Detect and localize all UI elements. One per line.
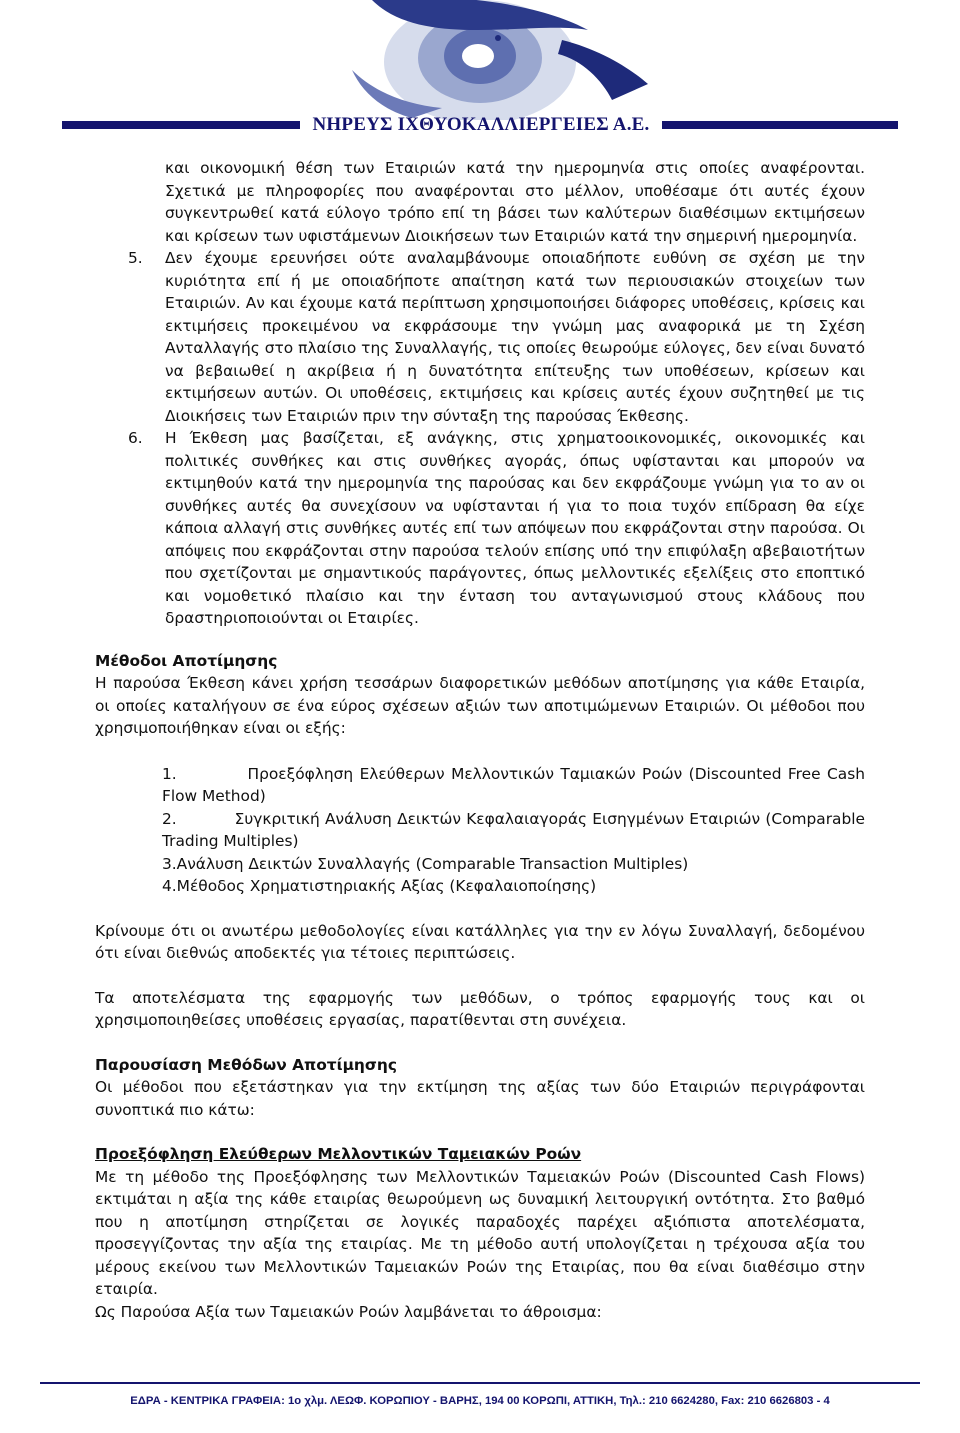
valuation-methods-intro: Η παρούσα Έκθεση κάνει χρήση τεσσάρων διαφορετικών μεθόδων αποτίμησης για κάθε Εταιρία, οι οποίες καταλήγουν σε ένα εύρος σχέσεων αξιών των αποτιμώμενων Εταιριών. Οι μέθοδοι που χρησιμοποιήθηκαν είναι οι εξής: (95, 674, 865, 737)
valuation-methods-heading: Μέθοδοι Αποτίμησης (95, 651, 278, 670)
list-item-6: 6. Η Έκθεση μας βασίζεται, εξ ανάγκης, στις χρηματοοικονομικές, οικονομικές και πολιτικές συνθήκες και στις συνθήκες αγοράς, όπως υφίστανται και μπορούν να εκτιμηθούν κατά την ημερομηνία της παρούσας και δεν εκφράζουμε γνώμη για το αν οι συνθήκες αυτές θα συνεχίσουν να υφίστανται ή για το ποια τυχόν επίδραση θα είχε κάποια αλλαγή στις συνθήκες αυτές επί των απόψεων που εκφράζονται στην παρούσα. Οι απόψεις που εκφράζονται στην παρούσα τελούν επίσης υπό την επιφύλαξη αβεβαιοτήτων που σχετίζονται με σημαντικούς παράγοντες, όπως μελλοντικές εξελίξεις στο εποπτικό και νομοθετικό πλαίσιο και την ένταση του ανταγωνισμού στους κλάδους που δραστηριοποιούνται οι Εταιρίες. (128, 429, 865, 627)
method-item-2: 2. Συγκριτική Ανάλυση Δεικτών Κεφαλαιαγοράς Εισηγμένων Εταιριών (Comparable Trading Multiples) (162, 809, 865, 850)
method-item-1: 1. Προεξόφληση Ελεύθερων Μελλοντικών Ταμιακών Ροών (Discounted Free Cash Flow Method) (162, 764, 865, 805)
list-item-5: 5. Δεν έχουμε ερευνήσει ούτε αναλαμβάνουμε οποιαδήποτε ευθύνη σε σχέση με την κυριότητα επί ή με οποιαδήποτε απαίτηση κατά των περιουσιακών στοιχείων των Εταιριών. Αν και έχουμε κατά περίπτωση χρησιμοποιήσει διάφορες υποθέσεις, κρίσεις και εκτιμήσεις προκειμένου να εκφράσουμε την γνώμη μας αναφορικά με τη Σχέση Ανταλλαγής στο πλαίσιο της Συναλλαγής, τις οποίες θεωρούμε εύλογες, δεν είναι δυνατό να βεβαιωθεί η ακρίβεια ή η δυνατότητα επίτευξης των υποθέσεων, κρίσεων και εκτιμήσεων αυτών. Οι υποθέσεις, εκτιμήσεις και κρίσεις αυτές έχουν συζητηθεί με τις Διοικήσεις των Εταιριών πριν την σύνταξη της παρούσας Έκθεσης. (128, 249, 865, 425)
nireus-fish-logo-icon (312, 0, 648, 120)
presentation-heading: Παρουσίαση Μεθόδων Αποτίμησης (95, 1055, 397, 1074)
header-rule-right (662, 121, 898, 129)
header-rule-left (62, 121, 300, 129)
document-body (95, 157, 865, 1323)
footer-rule (40, 1382, 920, 1384)
list-item-5-text: Δεν έχουμε ερευνήσει ούτε αναλαμβάνουμε οποιαδήποτε ευθύνη σε σχέση με την κυριότητα επί ή με οποιαδήποτε απαίτηση κατά των περιουσιακών στοιχείων των Εταιριών. Αν και έχουμε κατά περίπτωση χρησιμοποιήσει διάφορες υποθέσεις, κρίσεις και εκτιμήσεις προκειμένου να εκφράσουμε την γνώμη μας αναφορικά με τη Σχέση Ανταλλαγής στο πλαίσιο της Συναλλαγής, τις οποίες θεωρούμε εύλογες, δεν είναι δυνατό να βεβαιωθεί η ακρίβεια ή η δυνατότητα επίτευξης των υποθέσεων, κρίσεων και εκτιμήσεων αυτών. Οι υποθέσεις, εκτιμήσεις και κρίσεις αυτές έχουν συζητηθεί με τις Διοικήσεις των Εταιριών πριν την σύνταξη της παρούσας Έκθεσης. (165, 249, 865, 425)
list-item-6-text: Η Έκθεση μας βασίζεται, εξ ανάγκης, στις χρηματοοικονομικές, οικονομικές και πολιτικές συνθήκες και στις συνθήκες αγοράς, όπως υφίστανται και μπορούν να εκτιμηθούν κατά την ημερομηνία της παρούσας και δεν εκφράζουμε γνώμη για το αν οι συνθήκες αυτές θα συνεχίσουν να υφίστανται ή για το ποια τυχόν επίδραση θα είχε κάποια αλλαγή στις συνθήκες αυτές επί των απόψεων που εκφράζονται στην παρούσα. Οι απόψεις που εκφράζονται στην παρούσα τελούν επίσης υπό την επιφύλαξη αβεβαιοτήτων που σχετίζονται με σημαντικούς παράγοντες, όπως μελλοντικές εξελίξεις στο εποπτικό και νομοθετικό πλαίσιο και την ένταση του ανταγωνισμού στους κλάδους που δραστηριοποιούνται οι Εταιρίες. (165, 429, 865, 627)
methods-list (95, 763, 865, 898)
suitability-paragraph: Κρίνουμε ότι οι ανωτέρω μεθοδολογίες είναι κατάλληλες για την εν λόγω Συναλλαγή, δεδομένου ότι είναι διεθνώς αποδεκτές για τέτοιες περιπτώσεις. (95, 921, 865, 962)
dcf-paragraph: Με τη μέθοδο της Προεξόφλησης των Μελλοντικών Ταμειακών Ροών (Discounted Cash Flows) εκτιμάται η αξία της κάθε εταιρίας θεωρούμενη ως δυναμική λειτουργική οντότητα. Στο βαθμό που η αποτίμηση στηρίζεται σε λογικές παραδοχές παρέχει αξιόπιστα αποτελέσματα, προσεγγίζοντας την αξία της εταιρίας. Με τη μέθοδο αυτή υπολογίζεται η τρέχουσα αξία του μέρους εκείνου των Μελλοντικών Ταμειακών Ροών της Εταιρίας, που θα είναι διαθέσιμο στην εταιρία. (95, 1167, 865, 1298)
company-name: ΝΗΡΕΥΣ ΙΧΘΥΟΚΑΛΛΙΕΡΓΕΙΕΣ Α.Ε. (312, 114, 650, 135)
letterhead (0, 0, 960, 140)
intro-continuation: και οικονομική θέση των Εταιριών κατά την ημερομηνία στις οποίες αναφέρονται. Σχετικά με πληροφορίες που αναφέρονται στο μέλλον, υποθέσαμε ότι αυτές έχουν συγκεντρωθεί κατά εύλογο τρόπο επί τη βάσει των καλύτερων διαθέσιμων εκτιμήσεων και κρίσεων των υφιστάμενων Διοικήσεων των Εταιριών κατά την σημερινή ημερομηνία. (165, 159, 865, 245)
footer-address: ΕΔΡΑ - ΚΕΝΤΡΙΚΑ ΓΡΑΦΕΙΑ: 1ο χλμ. ΛΕΩΦ. ΚΟΡΩΠΙΟΥ - ΒΑΡΗΣ, 194 00 ΚΟΡΩΠΙ, ΑΤΤΙΚΗ, Τηλ.: 210 6624280, Fax: 210 6626803 - 4 (130, 1395, 830, 1407)
method-item-3: 3.Ανάλυση Δεικτών Συναλλαγής (Comparable Transaction Multiples) (162, 854, 689, 873)
presentation-paragraph: Οι μέθοδοι που εξετάστηκαν για την εκτίμηση της αξίας των δύο Εταιριών περιγράφονται συνοπτικά πιο κάτω: (95, 1078, 865, 1119)
method-item-4: 4.Μέθοδος Χρηματιστηριακής Αξίας (Κεφαλαιοποίησης) (162, 877, 597, 895)
present-value-paragraph: Ως Παρούσα Αξία των Ταμειακών Ροών λαμβάνεται το άθροισμα: (95, 1302, 602, 1321)
dcf-heading: Προεξόφληση Ελεύθερων Μελλοντικών Ταμειακών Ροών (95, 1145, 582, 1163)
results-paragraph: Τα αποτελέσματα της εφαρμογής των μεθόδων, ο τρόπος εφαρμογής τους και οι χρησιμοποιηθείσες υποθέσεις εργασίας, παρατίθενται στη συνέχεια. (95, 988, 865, 1029)
